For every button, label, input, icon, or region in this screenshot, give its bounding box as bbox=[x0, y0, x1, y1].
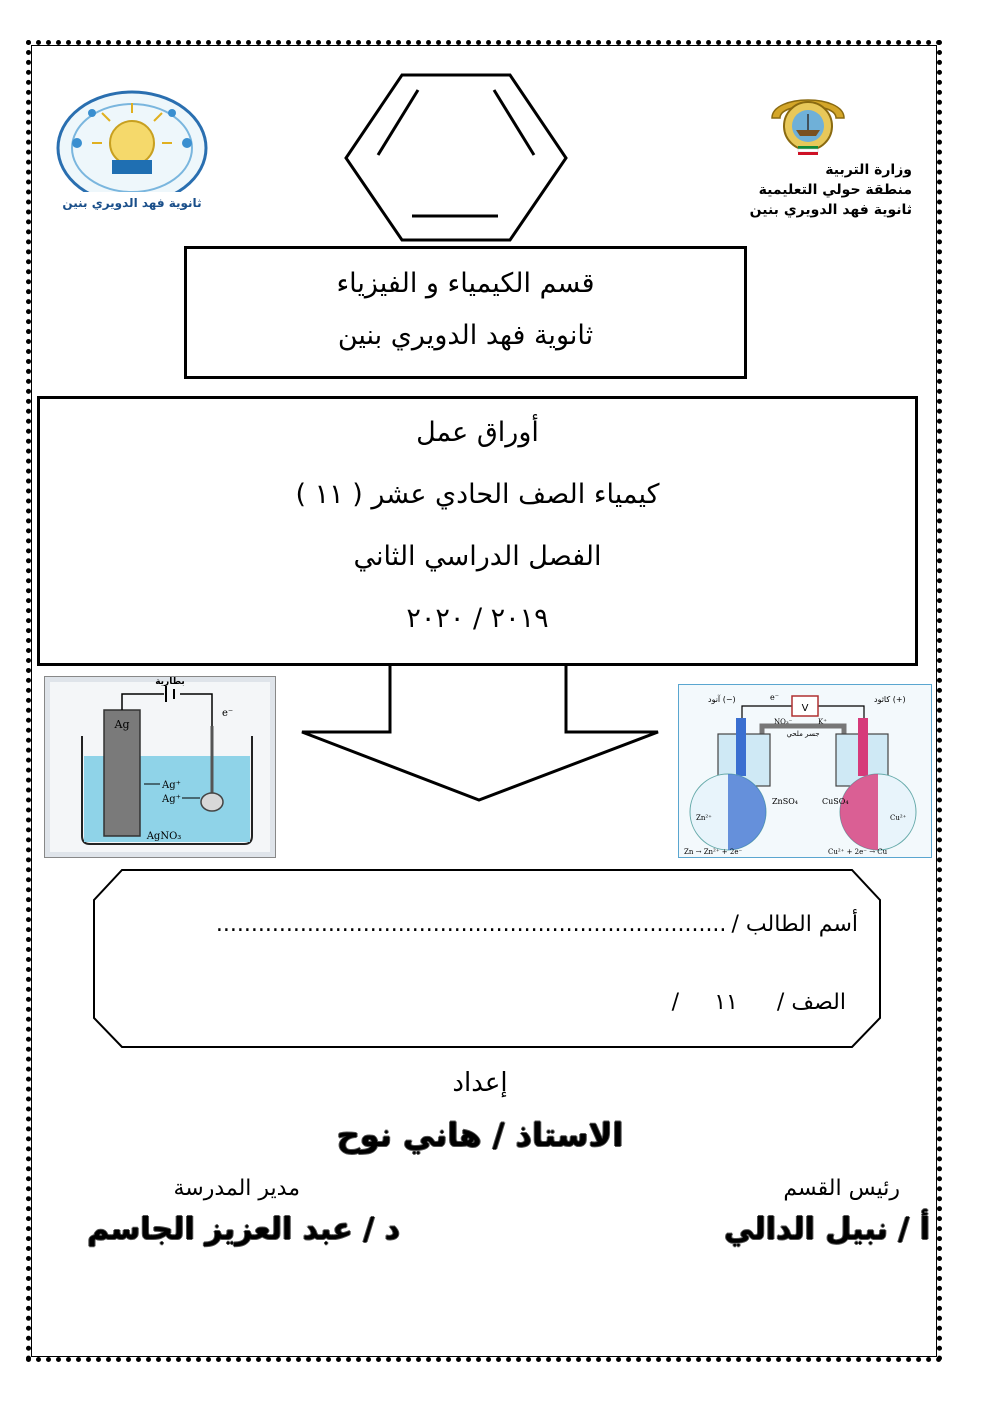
teacher-name: الاستاذ / هاني نوح bbox=[336, 1116, 624, 1154]
head-title: رئيس القسم bbox=[783, 1176, 900, 1201]
right-solution-label: CuSO₄ bbox=[822, 797, 849, 806]
prepared-label: إعداد bbox=[452, 1068, 508, 1098]
student-name-dots[interactable]: ......................................................................... bbox=[215, 912, 727, 937]
department-box bbox=[184, 246, 747, 379]
worksheets-title: أوراق عمل bbox=[416, 417, 539, 448]
principal-title: مدير المدرسة bbox=[173, 1176, 300, 1201]
cathode-label: كاثود (+) bbox=[874, 695, 906, 704]
student-name-row bbox=[138, 912, 858, 937]
class-label: الصف / bbox=[776, 990, 846, 1015]
course-title: كيمياء الصف الحادي عشر ( ١١ ) bbox=[295, 479, 660, 510]
arrow-shape bbox=[290, 660, 670, 805]
ion-label-2: Ag⁺ bbox=[162, 794, 181, 805]
academic-year: ٢٠١٩ / ٢٠٢٠ bbox=[406, 603, 549, 634]
potassium-label: K⁺ bbox=[818, 718, 827, 726]
department-title: قسم الكيمياء و الفيزياء bbox=[336, 268, 595, 299]
student-name-label: أسم الطالب / bbox=[731, 912, 858, 937]
galvanic-cell-figure bbox=[678, 684, 932, 858]
school-name: ثانوية فهد الدويري بنين bbox=[749, 202, 912, 218]
principal-name: د / عبد العزيز الجاسم bbox=[87, 1212, 400, 1247]
cu-ion-label: Cu²⁺ bbox=[890, 814, 907, 822]
school-logo-caption: ثانوية فهد الدويري بنين bbox=[62, 196, 202, 210]
nitrate-label: NO₃⁻ bbox=[774, 718, 793, 726]
ministry-name: وزارة التربية bbox=[825, 162, 912, 178]
left-solution-label: ZnSO₄ bbox=[772, 797, 798, 806]
battery-label: بطارية bbox=[155, 677, 185, 687]
electron-label-left: e⁻ bbox=[222, 708, 234, 719]
salt-bridge-label: جسر ملحي bbox=[786, 730, 820, 738]
anode-label: آنود (−) bbox=[708, 695, 736, 704]
ministry-header bbox=[682, 160, 912, 220]
benzene-ring-icon bbox=[340, 70, 572, 246]
electroplating-figure bbox=[44, 676, 276, 858]
school-logo bbox=[52, 88, 212, 216]
kuwait-emblem bbox=[762, 84, 854, 160]
class-separator: / bbox=[671, 990, 680, 1015]
student-class-row bbox=[446, 990, 846, 1015]
semester-title: الفصل الدراسي الثاني bbox=[353, 541, 602, 572]
zn-equation: Zn → Zn²⁺ + 2e⁻ bbox=[684, 848, 743, 856]
region-name: منطقة حولي التعليمية bbox=[758, 182, 912, 198]
title-box bbox=[37, 396, 918, 666]
student-box-frame bbox=[92, 868, 882, 1049]
cu-equation: Cu²⁺ + 2e⁻ → Cu bbox=[828, 848, 888, 856]
voltmeter-label: V bbox=[801, 703, 809, 714]
ion-label-1: Ag⁺ bbox=[162, 780, 181, 791]
zn-ion-label: Zn²⁺ bbox=[696, 814, 712, 822]
head-name: أ / نبيل الدالي bbox=[724, 1212, 930, 1247]
electrode-label: Ag bbox=[114, 718, 130, 731]
department-school: ثانوية فهد الدويري بنين bbox=[337, 320, 594, 351]
electron-label-right: e⁻ bbox=[770, 693, 779, 702]
solution-label-left: AgNO₃ bbox=[146, 831, 182, 842]
class-value: ١١ bbox=[714, 990, 738, 1015]
